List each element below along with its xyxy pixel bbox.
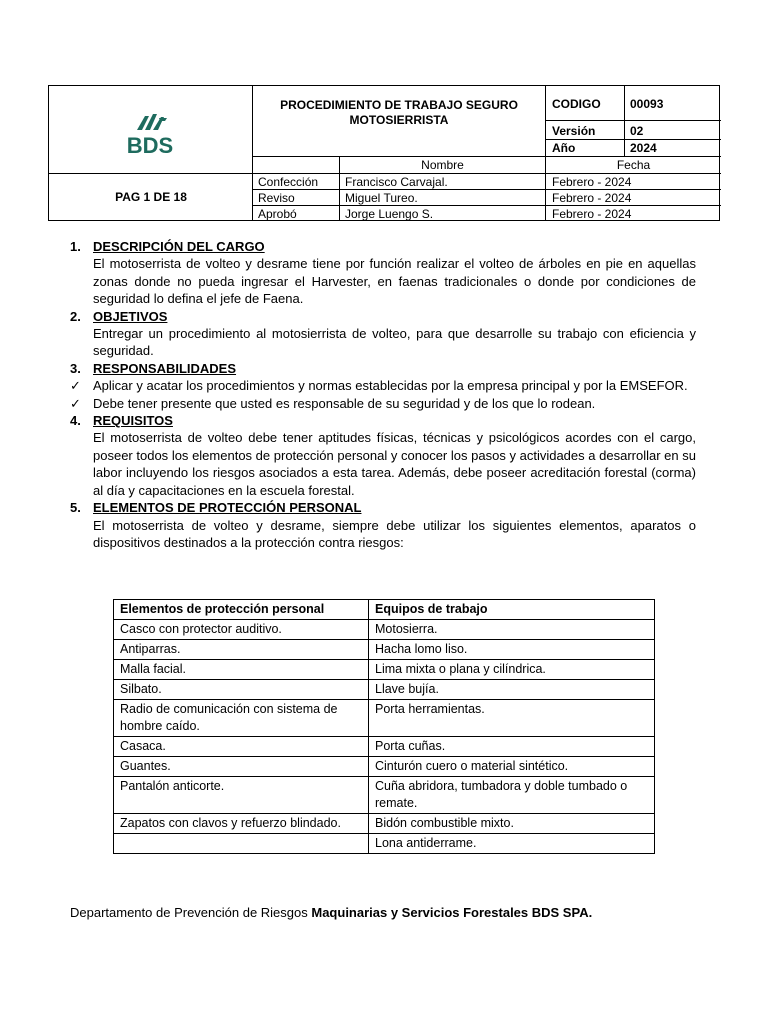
bds-logo bbox=[115, 106, 185, 156]
table-row bbox=[114, 660, 655, 680]
name-confeccion: Francisco Carvajal. bbox=[345, 175, 448, 189]
table-cell: Llave bujía. bbox=[369, 680, 655, 700]
table-cell bbox=[114, 834, 369, 854]
column-header: Elementos de protección personal bbox=[114, 600, 369, 620]
section-heading-objetivos: 2. OBJETIVOS bbox=[70, 308, 168, 324]
table-row bbox=[114, 737, 655, 757]
document-body bbox=[70, 238, 696, 551]
epp-table bbox=[113, 599, 655, 854]
column-header: Equipos de trabajo bbox=[369, 600, 655, 620]
anio-value: 2024 bbox=[630, 141, 657, 155]
fecha-header: Fecha bbox=[616, 158, 651, 172]
footer-company: Maquinarias y Servicios Forestales BDS SPA. bbox=[311, 905, 593, 920]
table-cell: Zapatos con clavos y refuerzo blindado. bbox=[114, 814, 369, 834]
table-cell: Malla facial. bbox=[114, 660, 369, 680]
section-text-descripcion: El motoserrista de volteo y desrame tiene por función realizar el volteo de árboles en pie en aquellas zonas donde no pueda ingresar el Harvester, en faenas tradicionales o donde por condiciones de seguridad lo defina el jefe de Faena. bbox=[93, 256, 696, 307]
table-cell: Lima mixta o plana y cilíndrica. bbox=[369, 660, 655, 680]
version-label: Versión bbox=[552, 124, 596, 138]
table-cell: Casco con protector auditivo. bbox=[114, 620, 369, 640]
svg-text:BDS: BDS bbox=[126, 133, 174, 156]
table-cell: Silbato. bbox=[114, 680, 369, 700]
table-cell: Porta herramientas. bbox=[369, 700, 655, 737]
footer-department: Departamento de Prevención de Riesgos bbox=[70, 905, 312, 920]
table-cell: Guantes. bbox=[114, 757, 369, 777]
role-confeccion: Confección bbox=[258, 175, 319, 189]
document-title: PROCEDIMIENTO DE TRABAJO SEGURO MOTOSIERRISTA bbox=[280, 98, 518, 127]
table-row bbox=[114, 834, 655, 854]
checkmark-icon: ✓ bbox=[70, 395, 81, 411]
date-confeccion: Febrero - 2024 bbox=[552, 175, 632, 189]
table-cell: Bidón combustible mixto. bbox=[369, 814, 655, 834]
document-footer bbox=[70, 905, 592, 920]
table-row bbox=[114, 640, 655, 660]
section-heading-requisitos: 4. REQUISITOS bbox=[70, 413, 173, 429]
version-value: 02 bbox=[630, 124, 644, 138]
table-cell: Lona antiderrame. bbox=[369, 834, 655, 854]
section-heading-responsabilidades: 3. RESPONSABILIDADES bbox=[70, 360, 237, 376]
table-cell: Cuña abridora, tumbadora y doble tumbado o remate. bbox=[369, 777, 655, 814]
codigo-label: CODIGO bbox=[552, 97, 601, 111]
section-heading-epp: 5. ELEMENTOS DE PROTECCIÓN PERSONAL bbox=[70, 500, 362, 516]
table-cell: Pantalón anticorte. bbox=[114, 777, 369, 814]
table-row bbox=[114, 777, 655, 814]
role-aprobo: Aprobó bbox=[258, 207, 297, 221]
table-row bbox=[114, 700, 655, 737]
section-text-objetivos: Entregar un procedimiento al motosierrista de volteo, para que desarrolle su trabajo con eficiencia y seguridad. bbox=[93, 326, 696, 359]
table-cell: Cinturón cuero o material sintético. bbox=[369, 757, 655, 777]
page-counter: PAG 1 DE 18 bbox=[115, 190, 187, 204]
table-row bbox=[114, 680, 655, 700]
table-row bbox=[114, 757, 655, 777]
check-item: ✓ Aplicar y acatar los procedimientos y normas establecidas por la empresa principal y por la EMSEFOR. bbox=[70, 378, 688, 394]
date-reviso: Febrero - 2024 bbox=[552, 191, 632, 205]
table-cell: Hacha lomo liso. bbox=[369, 640, 655, 660]
checkmark-icon: ✓ bbox=[70, 378, 81, 394]
anio-label: Año bbox=[552, 141, 576, 155]
date-aprobo: Febrero - 2024 bbox=[552, 207, 632, 221]
name-aprobo: Jorge Luengo S. bbox=[345, 207, 434, 221]
name-reviso: Miguel Tureo. bbox=[345, 191, 418, 205]
check-item: ✓ Debe tener presente que usted es responsable de su seguridad y de los que lo rodean. bbox=[70, 395, 596, 411]
table-cell: Motosierra. bbox=[369, 620, 655, 640]
nombre-header: Nombre bbox=[421, 158, 464, 172]
role-reviso: Reviso bbox=[258, 191, 295, 205]
section-text-requisitos: El motoserrista de volteo debe tener aptitudes físicas, técnicas y psicológicos acordes con el cargo, poseer todos los elementos de protección personal y conocer los pasos y actividades a desarrollar en su labor incluyendo los riesgos asociados a esta tarea. Además, debe poseer acreditación forestal (corma) al día y capacitaciones en la escuela forestal. bbox=[93, 430, 696, 498]
table-cell: Casaca. bbox=[114, 737, 369, 757]
document-header bbox=[48, 85, 720, 221]
table-row bbox=[114, 620, 655, 640]
table-cell: Radio de comunicación con sistema de hombre caído. bbox=[114, 700, 369, 737]
table-cell: Antiparras. bbox=[114, 640, 369, 660]
section-text-epp: El motoserrista de volteo y desrame, siempre debe utilizar los siguientes elementos, aparatos o dispositivos destinados a la protección contra riesgos: bbox=[93, 517, 696, 550]
codigo-value: 00093 bbox=[630, 97, 664, 111]
table-header-row bbox=[114, 600, 655, 620]
table-row bbox=[114, 814, 655, 834]
table-cell: Porta cuñas. bbox=[369, 737, 655, 757]
section-heading-descripcion: 1. DESCRIPCIÓN DEL CARGO bbox=[70, 239, 265, 254]
